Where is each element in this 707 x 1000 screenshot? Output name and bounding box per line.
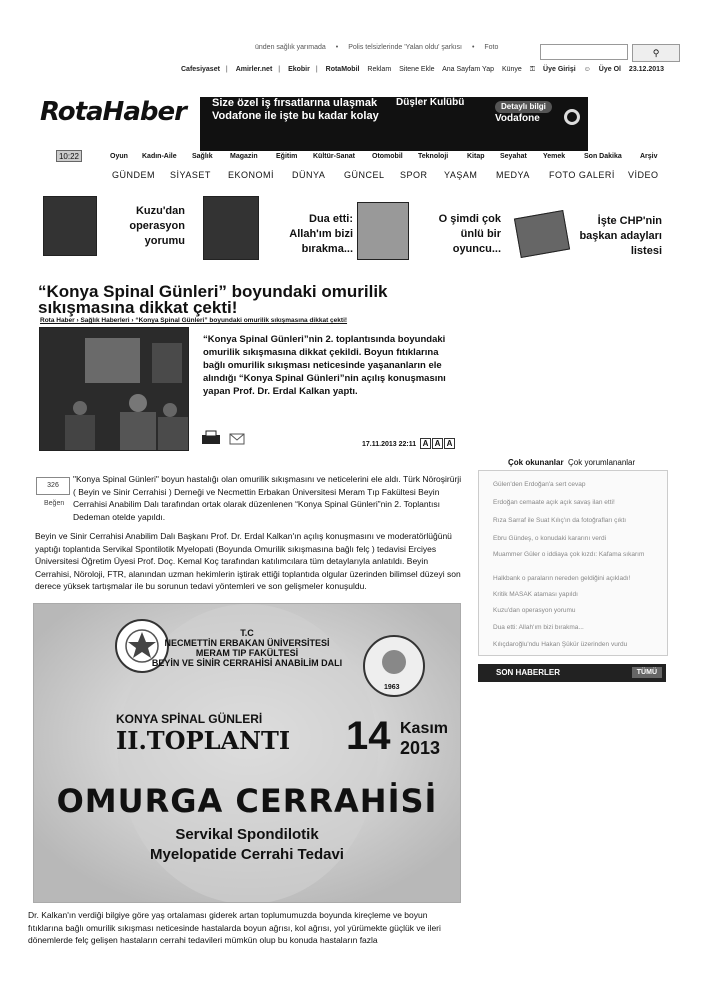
font-size-large-button[interactable]: A: [444, 438, 455, 449]
feature-card[interactable]: [43, 196, 195, 260]
list-item[interactable]: Ebru Gündeş, o konudaki kararını verdi: [493, 535, 607, 542]
article-body-start: "Konya Spinal Günleri" boyun hastalığı olan omurilik sıkışmasını ve neticelerini ele aldı. Türk Nöroşirürji ( Beyin ve Sinir Cerrahisi ) Derneği ve Necmettin Erbakan Üniversitesi Meram Tıp Fakültesi Beyin Cerrahisi Anabilim Dalı tarafından ortak olarak düzenlenen “Konya Spinal Günleri”nin 2. Toplantısı Dedeman otelde yapıldı.: [73, 474, 462, 522]
like-count: 326: [36, 477, 70, 495]
clock: 10:22: [56, 150, 82, 162]
main-nav-item[interactable]: MEDYA: [496, 170, 530, 180]
lock-icon: ⚿: [529, 66, 536, 73]
main-nav-item[interactable]: SİYASET: [170, 170, 211, 180]
poster-established: 1963: [384, 684, 400, 691]
article-title: “Konya Spinal Günleri” boyundaki omurilik sıkışmasına dikkat çekti!: [38, 282, 388, 317]
event-poster: [33, 603, 461, 903]
site-logo[interactable]: RotaHaber: [40, 97, 186, 127]
poster-event: KONYA SPİNAL GÜNLERİ: [116, 712, 263, 726]
poster-tc: T.C: [240, 628, 254, 638]
list-item[interactable]: Kuzu'dan operasyon yorumu: [493, 607, 576, 614]
poster-subtitle: Myelopatide Cerrahi Tedavi: [150, 846, 344, 863]
conference-photo: [40, 328, 189, 451]
top-link[interactable]: RotaMobil: [325, 66, 360, 73]
feature-image: [43, 196, 97, 256]
list-item[interactable]: Muammer Güler o iddiaya çok kızdı: Kafama sıkarım: [493, 551, 645, 558]
main-nav-item[interactable]: DÜNYA: [292, 170, 326, 180]
ticker-item[interactable]: Polis telsizlerinde 'Yalan oldu' şarkısı: [348, 44, 463, 51]
nav-item[interactable]: Seyahat: [500, 153, 527, 160]
feature-card[interactable]: [357, 196, 507, 260]
nav-item[interactable]: Kadın-Aile: [142, 153, 177, 160]
article-image: [39, 327, 189, 451]
main-nav-item[interactable]: FOTO GALERİ: [549, 170, 615, 180]
article-lead: “Konya Spinal Günleri”nin 2. toplantısında boyundaki omurilik sıkışmasına dikkat çekildi. Boyun fıtıklarına bağlı omurilik sıkışması neticesinde yaşananların ele alındığı “Konya Spinal Günleri”nin açılış konuşmasını yapan Prof. Dr. Erdal Kalkan yaptı.: [203, 334, 446, 397]
main-nav-item[interactable]: EKONOMİ: [228, 170, 275, 180]
list-item[interactable]: Halkbank o paraların nereden geldiğini açıkladı!: [493, 575, 631, 582]
search-button[interactable]: [632, 44, 680, 62]
nav-item[interactable]: Yemek: [543, 153, 566, 160]
poster-year: 2013: [400, 738, 441, 758]
banner-club: Düşler Kulübü: [396, 97, 465, 108]
top-link[interactable]: Reklam: [367, 66, 392, 73]
most-read-list: [478, 470, 668, 656]
nav-item[interactable]: Oyun: [110, 153, 128, 160]
list-item[interactable]: Gülen'den Erdoğan'a sert cevap: [493, 481, 586, 488]
feature-title[interactable]: O şimdi çok ünlü bir oyuncu...: [438, 213, 501, 255]
nav-item[interactable]: Sağlık: [192, 153, 213, 160]
latest-news-header: [478, 664, 666, 682]
top-link[interactable]: Sitene Ekle: [399, 66, 435, 73]
feature-title[interactable]: Dua etti: Allah'ım bizi bırakma...: [289, 213, 353, 255]
font-size-controls: [420, 438, 456, 449]
poster-meeting: II.TOPLANTI: [116, 726, 291, 755]
register-link[interactable]: Üye Ol: [598, 66, 621, 73]
article-body: Beyin ve Sinir Cerrahisi Anabilim Dalı Başkanı Prof. Dr. Erdal Kalkan'ın açılış konuşmasını ve moderatörlüğünü yaptığı toplantıda Servikal Spontilotik Myelopati (Boyunda Omurilik sıkışmasına bağlı felç ) tedavisi Erciyes Üniversitesi Öğretim Üyesi Prof. Doç. Kemal Koç tarafından katılımcılara tüm detaylarıyla anlatıldı. Beyin Cerrahisi, Nöroloji, FTR, alanından uzman hekimlerin iştirak ettiği toplantıda olgular üzerinden bilimsel düzeyi son derece yüksek tartışmalar ile bu sorunun tedavi yöntemleri ve son gelişmeler konuşuldu.: [35, 531, 461, 591]
login-link[interactable]: Üye Girişi: [543, 66, 576, 73]
tab-most-read[interactable]: Çok okunanlar: [508, 458, 564, 467]
font-size-small-button[interactable]: A: [420, 438, 431, 449]
banner-line: Size özel iş fırsatlarına ulaşmak: [212, 97, 378, 109]
top-link[interactable]: Ekobir: [288, 66, 310, 73]
ticker-item[interactable]: ünden sağlık yarımada: [255, 44, 326, 51]
printer-icon[interactable]: [202, 431, 220, 444]
article-datetime: 17.11.2013 22:11: [362, 441, 417, 448]
main-nav-item[interactable]: SPOR: [400, 170, 428, 180]
poster-day: 14: [346, 714, 391, 758]
article-body-continued: Dr. Kalkan'ın verdiği bilgiye göre yaş ortalaması giderek artan toplumumuzda boyunda kireçleme ve boyun fıtıklarına bağlı omurilik sıkışması neticesinde hastalarda boyun ağrısı, kol ağrısı, yol yürümekte güçlük ve ileri dönemlerde felç gelişen hastaların cerrahi tedavileri mümkün olup bu konuda hastaların fazla: [28, 910, 441, 945]
nav-item[interactable]: Otomobil: [372, 153, 403, 160]
feature-title[interactable]: İşte CHP'nin başkan adayları listesi: [579, 215, 662, 257]
banner-detail[interactable]: Detaylı bilgi: [495, 101, 552, 113]
feature-card[interactable]: [203, 196, 353, 260]
banner-brand: Vodafone: [495, 113, 540, 124]
nav-item[interactable]: Arşiv: [640, 153, 658, 160]
poster-main-title: OMURGA CERRAHİSİ: [56, 782, 438, 820]
tab-most-commented[interactable]: Çok yorumlananlar: [568, 458, 636, 467]
main-nav-item[interactable]: GÜNDEM: [112, 170, 155, 180]
search-icon: ⚲: [652, 48, 660, 58]
poster-month: Kasım: [400, 720, 449, 737]
breadcrumb[interactable]: Rota Haber › Sağlık Haberleri › “Konya Spinal Günleri” boyundaki omurilik sıkışmasına dikkat çekti!: [40, 317, 348, 324]
main-nav-item[interactable]: VİDEO: [628, 170, 659, 180]
nav-item[interactable]: Kitap: [467, 153, 485, 160]
poster-subtitle: Servikal Spondilotik: [175, 826, 319, 843]
top-link[interactable]: Cafesiyaset: [181, 66, 220, 73]
feature-image: [203, 196, 259, 260]
list-item[interactable]: Erdoğan cemaate açık açık savaş ilan etti!: [493, 499, 615, 506]
nav-item[interactable]: Kültür-Sanat: [313, 153, 355, 160]
banner-line: Vodafone ile işte bu kadar kolay: [212, 110, 379, 122]
list-item[interactable]: Rıza Sarraf ile Suat Kılıç'ın da fotoğrafları çıktı: [493, 517, 627, 524]
article-tools: [200, 428, 250, 448]
main-nav-item[interactable]: GÜNCEL: [344, 170, 385, 180]
current-date: 23.12.2013: [628, 66, 664, 73]
feature-image: [514, 210, 570, 258]
ticker-item[interactable]: Foto: [484, 44, 499, 51]
like-button[interactable]: Beğen: [44, 500, 65, 507]
all-news-button[interactable]: TÜMÜ: [632, 667, 662, 678]
font-size-medium-button[interactable]: A: [432, 438, 443, 449]
top-link[interactable]: Amirler.net: [235, 66, 273, 73]
nav-item[interactable]: Teknoloji: [418, 153, 449, 160]
top-link[interactable]: Ana Sayfam Yap: [442, 66, 494, 73]
search-input[interactable]: [540, 44, 628, 60]
list-item[interactable]: Dua etti: Allah'ım bizi bırakma...: [493, 624, 584, 631]
poster-department: BEYİN VE SİNİR CERRAHİSİ ANABİLİM DALI: [151, 658, 343, 668]
email-icon[interactable]: [230, 434, 244, 444]
feature-title[interactable]: Kuzu'dan operasyon yorumu: [129, 205, 185, 247]
main-nav-item[interactable]: YAŞAM: [444, 170, 478, 180]
feature-image: [357, 202, 409, 260]
top-link[interactable]: Künye: [501, 66, 522, 73]
poster-faculty: MERAM TIP FAKÜLTESİ: [195, 648, 299, 658]
nav-item[interactable]: Eğitim: [276, 153, 298, 160]
poster-university: NECMETTİN ERBAKAN ÜNİVERSİTESİ: [164, 638, 330, 648]
vodafone-logo-icon: [564, 109, 580, 125]
sidebar-tabs: [508, 458, 635, 467]
nav-item[interactable]: Son Dakika: [584, 153, 622, 160]
latest-news-title: SON HABERLER: [496, 668, 561, 677]
top-links: Cafesiyaset | Amirler.net | Ekobir | RotaMobil Reklam Sitene Ekle Ana Sayfam Yap Künye ⚿ Üye Girişi ☺ Üye Ol 23.12.2013: [181, 66, 664, 73]
users-icon: ☺: [583, 66, 591, 73]
news-ticker[interactable]: ünden sağlık yarımada • Polis telsizlerinde 'Yalan oldu' şarkısı • Foto: [255, 44, 499, 51]
list-item[interactable]: Kılıçdaroğlu'ndu Hakan Şükür üzerinden vurdu: [493, 641, 628, 648]
nav-item[interactable]: Magazin: [230, 153, 258, 160]
feature-card[interactable]: [517, 196, 662, 260]
list-item[interactable]: Kritik MASAK ataması yapıldı: [493, 591, 578, 598]
ad-banner[interactable]: [200, 97, 588, 151]
